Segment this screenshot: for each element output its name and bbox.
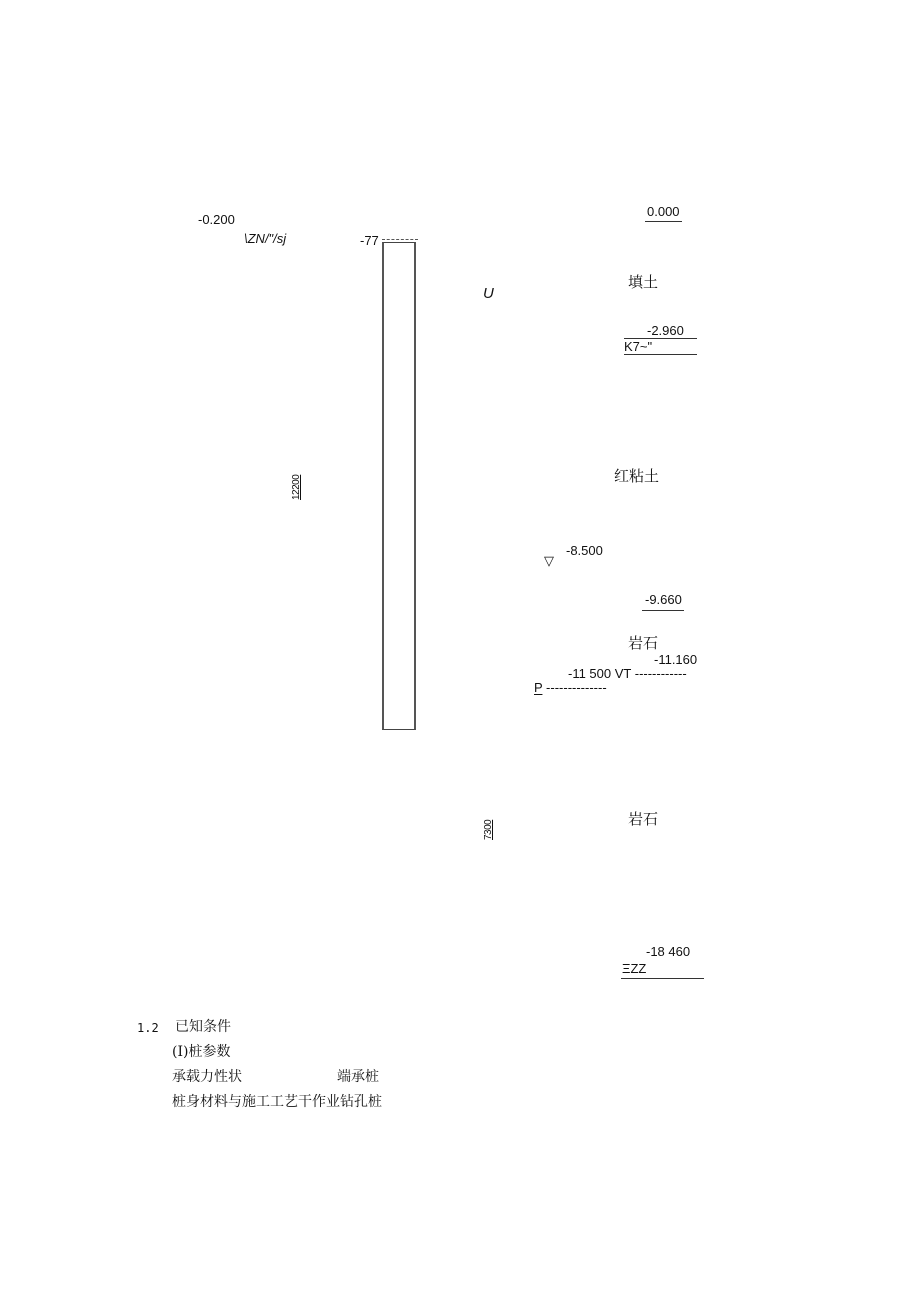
water-table-level: -8.500 <box>566 543 603 558</box>
soil-fill-label: 填土 <box>628 273 659 291</box>
fill-bottom-level: -2.960 <box>647 323 684 338</box>
clay-bottom-line <box>642 610 684 611</box>
water-table-icon: ▽ <box>544 553 554 568</box>
fill-bottom-line-2 <box>624 354 697 355</box>
clay-bottom-level: -9.660 <box>645 592 682 607</box>
pile-length-dimension: 12200 <box>291 474 302 500</box>
soil-rock-label-2: 岩石 <box>628 810 659 828</box>
left-elevation-mark: \ZN/"/sj <box>244 231 287 246</box>
fill-bottom-mark: K7~" <box>624 339 653 354</box>
ground-level: 0.000 <box>647 204 680 219</box>
pile-tip-level: -11 500 VT ------------ <box>568 666 687 681</box>
rock-bottom-line <box>621 978 704 979</box>
pile-material-line: 桩身材料与施工工艺干作业钻孔桩 <box>172 1094 382 1110</box>
pile-params-heading: (I)桩参数 <box>172 1044 231 1060</box>
section-title: 已知条件 <box>175 1019 231 1035</box>
bearing-value: 端承桩 <box>337 1069 379 1085</box>
rock-length-dimension: 7300 <box>483 819 494 840</box>
rock-bottom-level: -18 460 <box>646 944 691 959</box>
p-mark-line: P -------------- <box>534 680 607 695</box>
rock-top-level: -11.160 <box>654 652 698 667</box>
left-elevation-label: -0.200 <box>198 212 235 227</box>
section-number: 1.2 <box>137 1021 159 1035</box>
pile-top-label: -77 <box>360 233 379 248</box>
rock-bottom-mark: ΞZZ <box>622 961 647 976</box>
bearing-label: 承载力性状 <box>172 1069 242 1085</box>
soil-red-clay-label: 红粘土 <box>614 467 660 485</box>
ground-level-line <box>645 221 682 222</box>
u-mark: U <box>483 285 494 302</box>
pile-body <box>382 242 416 730</box>
soil-rock-label-1: 岩石 <box>628 634 659 652</box>
